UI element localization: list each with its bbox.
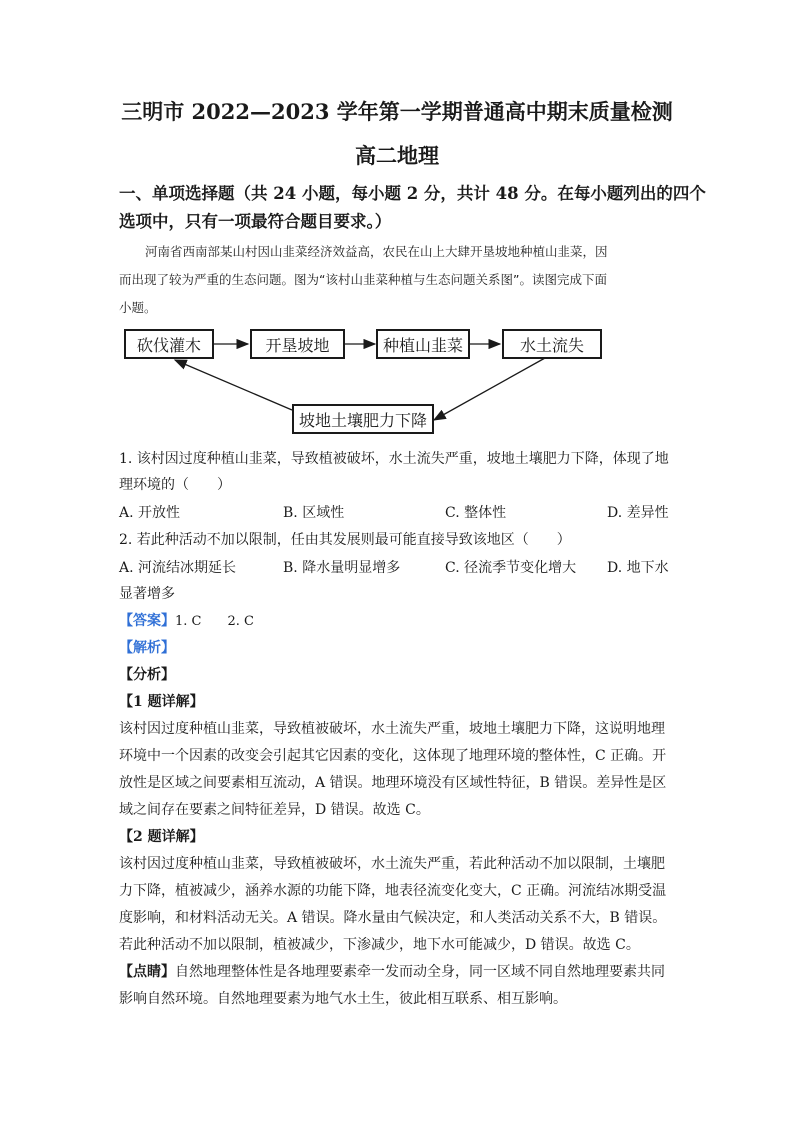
answer-line (119, 610, 254, 630)
q1-option-c: C. 整体性 (445, 505, 507, 521)
intro-line3: 小题。 (119, 300, 157, 315)
q1-detail-line: 放性是区域之间要素相互流动，A 错误。地理环境没有区域性特征，B 错误。差异性是区 (119, 775, 667, 791)
dianjing-label: 【点睛】 (119, 964, 175, 980)
q2-option-c: C. 径流季节变化增大 (445, 560, 577, 576)
intro-line2: 而出现了较为严重的生态问题。图为“该村山韭菜种植与生态问题关系图”。读图完成下面 (119, 272, 607, 287)
q1-detail-heading: 【1 题详解】 (119, 694, 204, 710)
q1-detail-line: 该村因过度种植山韭菜，导致植被破坏，水土流失严重，坡地土壤肥力下降，这说明地理 (119, 721, 665, 737)
dianjing-line2: 影响自然环境。自然地理要素为地气水土生，彼此相互联系、相互影响。 (119, 991, 567, 1007)
q1-stem-line2: 理环境的（ ） (119, 477, 231, 493)
q2-detail-heading: 【2 题详解】 (119, 829, 204, 845)
box-cut-shrubs: 砍伐灌木 (124, 329, 214, 359)
intro-line1: 河南省西南部某山村因山韭菜经济效益高，农民在山上大肆开垦坡地种植山韭菜，因 (145, 244, 608, 259)
q2-option-b: B. 降水量明显增多 (283, 560, 401, 576)
q1-detail-line: 环境中一个因素的改变会引起其它因素的变化，这体现了地理环境的整体性，C 正确。开 (119, 748, 667, 764)
q1-option-d: D. 差异性 (607, 505, 669, 521)
q1-option-a: A. 开放性 (119, 505, 181, 521)
arrow-5-1 (175, 360, 292, 410)
q1-stem-line1: 1. 该村因过度种植山韭菜，导致植被破坏，水土流失严重，坡地土壤肥力下降，体现了地 (119, 451, 669, 467)
q2-option-a: A. 河流结冰期延长 (119, 560, 237, 576)
arrow-4-5 (434, 358, 545, 420)
q2-detail-line: 该村因过度种植山韭菜，导致植被破坏，水土流失严重，若此种活动不加以限制，土壤肥 (119, 856, 665, 872)
answer-values: 1. C 2. C (175, 614, 254, 629)
fenxi-heading: 【分析】 (119, 667, 175, 683)
box-plant-leek: 种植山韭菜 (376, 329, 470, 359)
page-subtitle: 高二地理 (355, 143, 439, 168)
section-heading-line2: 选项中，只有一项最符合题目要求。） (119, 212, 392, 231)
q2-detail-line: 若此种活动不加以限制，植被减少，下渗减少，地下水可能减少，D 错误。故选 C。 (119, 937, 640, 953)
box-soil-erosion: 水土流失 (502, 329, 602, 359)
dianjing-text: 自然地理整体性是各地理要素牵一发而动全身，同一区域不同自然地理要素共同 (175, 964, 665, 980)
q2-detail-line: 力下降，植被减少，涵养水源的功能下降，地表径流变化变大，C 正确。河流结冰期受温 (119, 883, 667, 899)
q1-option-b: B. 区域性 (283, 505, 345, 521)
box-reclaim-slopes: 开垦坡地 (250, 329, 345, 359)
q2-option-d-continued: 显著增多 (119, 586, 175, 602)
section-heading-line1: 一、单项选择题（共 24 小题，每小题 2 分，共计 48 分。在每小题列出的四个 (119, 184, 706, 203)
page-title: 三明市 2022—2023 学年第一学期普通高中期末质量检测 (121, 99, 673, 124)
q2-option-d: D. 地下水 (607, 560, 669, 576)
q2-detail-line: 度影响，和材料活动无关。A 错误。降水量由气候决定，和人类活动关系不大，B 错误。 (119, 910, 667, 926)
box-fertility-decline: 坡地土壤肥力下降 (292, 404, 434, 434)
q1-detail-line: 域之间存在要素之间特征差异，D 错误。故选 C。 (119, 802, 430, 818)
jiexi-heading: 【解析】 (119, 640, 175, 656)
q2-stem: 2. 若此种活动不加以限制，任由其发展则最可能直接导致该地区（ ） (119, 532, 571, 548)
dianjing-line1 (119, 961, 665, 981)
answer-label: 【答案】 (119, 613, 175, 629)
